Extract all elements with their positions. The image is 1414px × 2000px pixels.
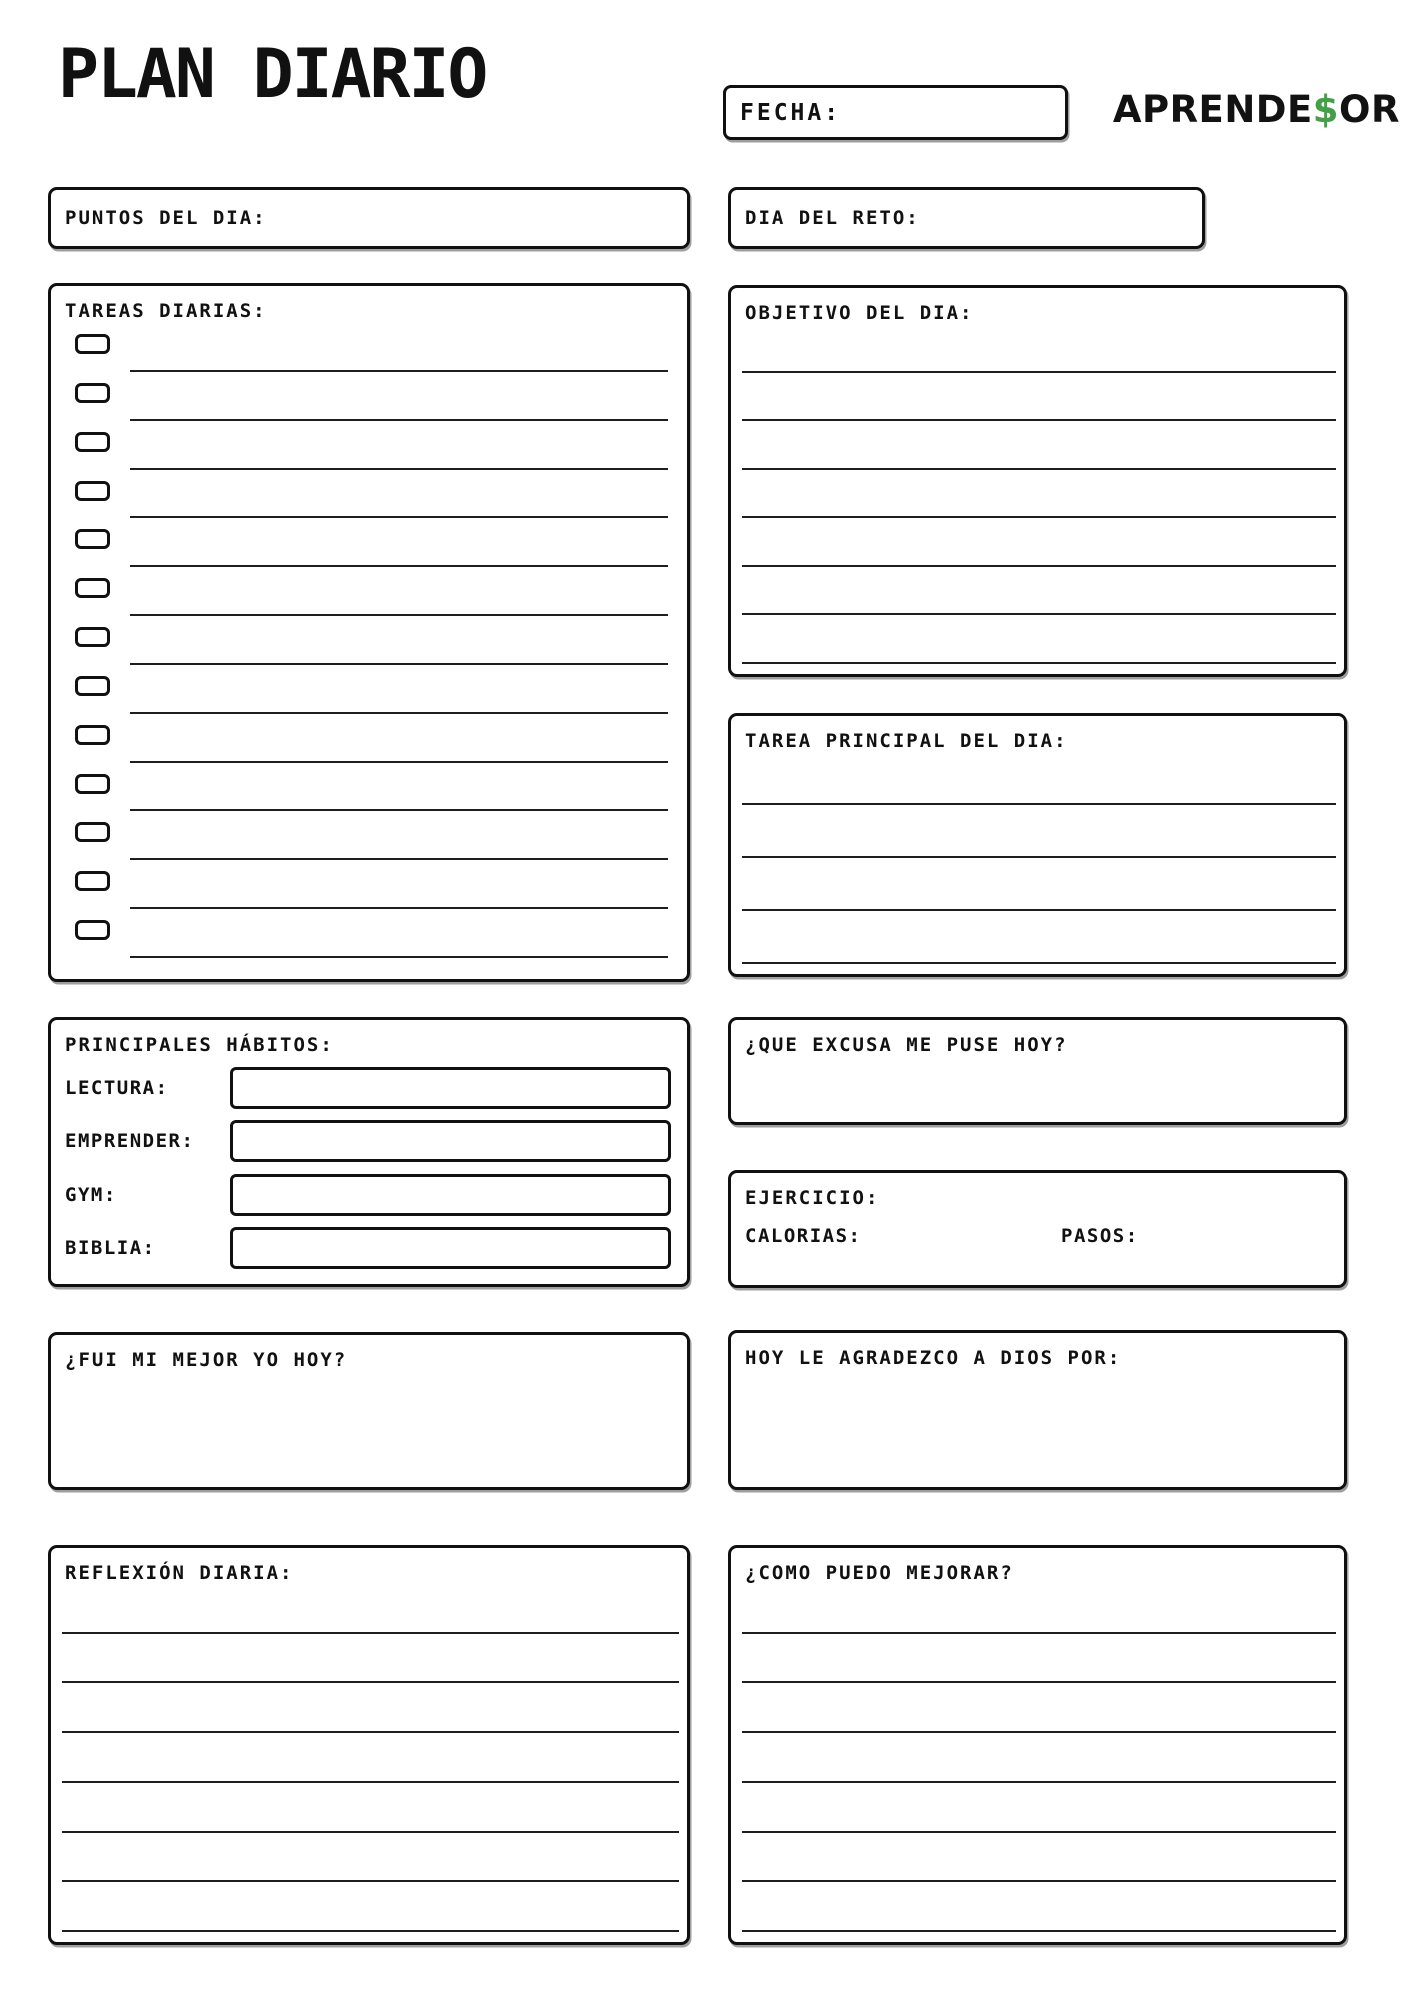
reflexion-lines — [51, 1584, 687, 1942]
writing-line[interactable] — [62, 1683, 679, 1733]
task-row — [51, 572, 687, 621]
lectura-input[interactable] — [230, 1067, 671, 1109]
task-checkbox[interactable] — [75, 627, 110, 647]
task-checkbox[interactable] — [75, 481, 110, 501]
tareas-diarias-box — [48, 283, 690, 982]
agradezco-box[interactable] — [728, 1330, 1347, 1490]
task-writing-line[interactable] — [130, 809, 668, 811]
ejercicio-box[interactable] — [728, 1170, 1347, 1288]
task-writing-line[interactable] — [130, 858, 668, 860]
writing-line[interactable] — [742, 518, 1336, 567]
writing-line[interactable] — [742, 373, 1336, 422]
agradezco-label: HOY LE AGRADEZCO A DIOS POR: — [745, 1347, 1122, 1369]
task-checkbox[interactable] — [75, 383, 110, 403]
objetivo-del-dia-label: OBJETIVO DEL DIA: — [745, 302, 974, 324]
dia-del-reto-label: DIA DEL RETO: — [745, 207, 920, 229]
task-writing-line[interactable] — [130, 614, 668, 616]
task-row — [51, 426, 687, 475]
task-writing-line[interactable] — [130, 516, 668, 518]
task-checkbox[interactable] — [75, 725, 110, 745]
task-checkbox[interactable] — [75, 529, 110, 549]
objetivo-del-dia-box — [728, 285, 1347, 677]
task-checkbox[interactable] — [75, 676, 110, 696]
objetivo-lines — [731, 324, 1344, 674]
habit-rows — [51, 1056, 687, 1284]
reflexion-diaria-box — [48, 1545, 690, 1945]
task-checkbox[interactable] — [75, 334, 110, 354]
principales-habitos-box — [48, 1017, 690, 1287]
task-row — [51, 523, 687, 572]
task-row — [51, 621, 687, 670]
mejorar-lines — [731, 1584, 1344, 1942]
task-checkbox[interactable] — [75, 920, 110, 940]
writing-line[interactable] — [742, 421, 1336, 470]
task-row — [51, 865, 687, 914]
page-title: PLAN DIARIO — [58, 35, 487, 114]
habit-row-gym — [65, 1173, 671, 1217]
excusa-label: ¿QUE EXCUSA ME PUSE HOY? — [745, 1034, 1068, 1056]
tareas-diarias-label: TAREAS DIARIAS: — [65, 300, 267, 322]
task-writing-line[interactable] — [130, 370, 668, 372]
task-row — [51, 377, 687, 426]
writing-line[interactable] — [62, 1733, 679, 1783]
writing-line[interactable] — [742, 1833, 1336, 1883]
pasos-label: PASOS: — [1061, 1225, 1139, 1247]
task-row — [51, 816, 687, 865]
writing-line[interactable] — [742, 1783, 1336, 1833]
task-row — [51, 768, 687, 817]
task-row — [51, 670, 687, 719]
fecha-input[interactable] — [841, 88, 1065, 137]
emprender-input[interactable] — [230, 1120, 671, 1162]
writing-line[interactable] — [62, 1882, 679, 1932]
writing-line[interactable] — [742, 1882, 1336, 1932]
task-writing-line[interactable] — [130, 956, 668, 958]
task-checkbox[interactable] — [75, 578, 110, 598]
writing-line[interactable] — [742, 324, 1336, 373]
logo-dollar-icon: $ — [1312, 88, 1340, 131]
fecha-box — [723, 85, 1068, 140]
task-writing-line[interactable] — [130, 907, 668, 909]
emprender-label: EMPRENDER: — [65, 1130, 195, 1153]
writing-line[interactable] — [62, 1833, 679, 1883]
reflexion-diaria-label: REFLEXIÓN DIARIA: — [65, 1562, 294, 1584]
task-checkbox[interactable] — [75, 871, 110, 891]
task-row — [51, 719, 687, 768]
writing-line[interactable] — [742, 911, 1336, 964]
como-puedo-mejorar-label: ¿COMO PUEDO MEJORAR? — [745, 1562, 1014, 1584]
writing-line[interactable] — [62, 1634, 679, 1684]
ejercicio-fields — [731, 1225, 1344, 1247]
task-writing-line[interactable] — [130, 712, 668, 714]
task-writing-line[interactable] — [130, 468, 668, 470]
task-row — [51, 328, 687, 377]
dia-del-reto-box[interactable] — [728, 187, 1205, 249]
writing-line[interactable] — [742, 470, 1336, 519]
task-writing-line[interactable] — [130, 419, 668, 421]
logo-text-pre: APRENDE — [1112, 88, 1313, 131]
writing-line[interactable] — [742, 1584, 1336, 1634]
writing-line[interactable] — [742, 805, 1336, 858]
task-checkbox[interactable] — [75, 822, 110, 842]
task-writing-line[interactable] — [130, 565, 668, 567]
mejor-yo-box[interactable] — [48, 1332, 690, 1490]
writing-line[interactable] — [742, 615, 1336, 664]
puntos-del-dia-label: PUNTOS DEL DIA: — [65, 207, 267, 229]
task-list — [51, 322, 687, 979]
task-row — [51, 475, 687, 524]
habit-row-emprender — [65, 1119, 671, 1163]
habit-row-biblia — [65, 1226, 671, 1270]
task-checkbox[interactable] — [75, 774, 110, 794]
task-writing-line[interactable] — [130, 663, 668, 665]
lectura-label: LECTURA: — [65, 1077, 169, 1100]
excusa-box[interactable] — [728, 1017, 1347, 1125]
gym-label: GYM: — [65, 1183, 117, 1206]
writing-line[interactable] — [742, 1634, 1336, 1684]
task-writing-line[interactable] — [130, 761, 668, 763]
writing-line[interactable] — [742, 1733, 1336, 1783]
biblia-input[interactable] — [230, 1227, 671, 1269]
writing-line[interactable] — [62, 1584, 679, 1634]
task-row — [51, 914, 687, 963]
writing-line[interactable] — [742, 567, 1336, 616]
principales-habitos-label: PRINCIPALES HÁBITOS: — [65, 1034, 334, 1056]
ejercicio-label: EJERCICIO: — [745, 1187, 880, 1209]
habit-row-lectura — [65, 1066, 671, 1110]
task-checkbox[interactable] — [75, 432, 110, 452]
gym-input[interactable] — [230, 1174, 671, 1216]
tarea-principal-lines — [731, 752, 1344, 974]
writing-line[interactable] — [742, 752, 1336, 805]
writing-line[interactable] — [62, 1783, 679, 1833]
aprendesor-logo — [1113, 88, 1400, 131]
mejor-yo-label: ¿FUI MI MEJOR YO HOY? — [65, 1349, 348, 1371]
writing-line[interactable] — [742, 1683, 1336, 1733]
fecha-label: FECHA: — [740, 99, 842, 126]
biblia-label: BIBLIA: — [65, 1236, 156, 1259]
tarea-principal-label: TAREA PRINCIPAL DEL DIA: — [745, 730, 1068, 752]
logo-text-post: OR — [1339, 88, 1400, 131]
puntos-del-dia-box[interactable] — [48, 187, 690, 249]
writing-line[interactable] — [742, 858, 1336, 911]
calorias-label: CALORIAS: — [745, 1225, 862, 1247]
como-puedo-mejorar-box — [728, 1545, 1347, 1945]
tarea-principal-box — [728, 713, 1347, 977]
